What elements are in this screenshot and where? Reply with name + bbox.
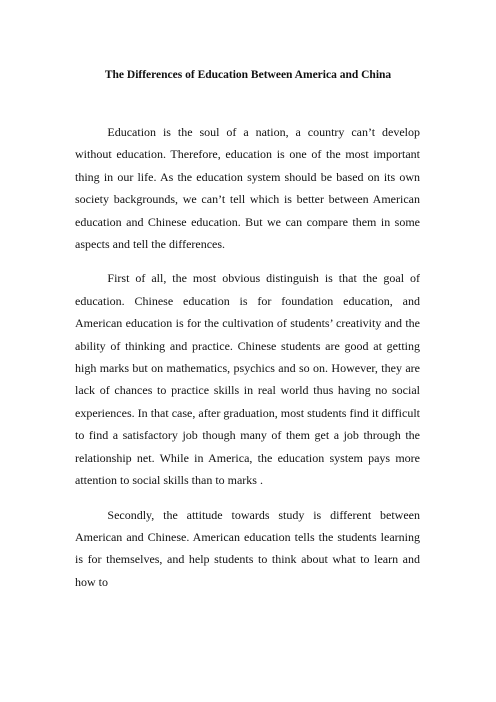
paragraph-intro: Education is the soul of a nation, a country can’t develop without education. Therefore, education is one of the most important thing in our life. As the education system should be based on its own society backgrounds, we can’t tell which is better between American education and Chinese education. But we can compare them in some aspects and tell the differences.: [75, 125, 420, 252]
paragraph-first-of-all: First of all, the most obvious distinguish is that the goal of education. Chinese education is for foundation education, and American education is for the cultivation of students’ creativity and the ability of thinking and practice. Chinese students are good at getting high marks but on mathematics, psychics and so on. However, they are lack of chances to practice skills in real world thus having no social experiences. In that case, after graduation, most students find it difficult to find a satisfactory job though many of them get a job through the relationship net. While in America, the education system pays more attention to social skills than to marks .: [75, 271, 420, 488]
document-title: The Differences of Education Between America and China: [104, 69, 392, 81]
paragraph-secondly: Secondly, the attitude towards study is different between American and Chinese. American education tells the students learning is for themselves, and help students to think about what to learn and how to: [75, 507, 420, 589]
document-body: [75, 121, 420, 605]
